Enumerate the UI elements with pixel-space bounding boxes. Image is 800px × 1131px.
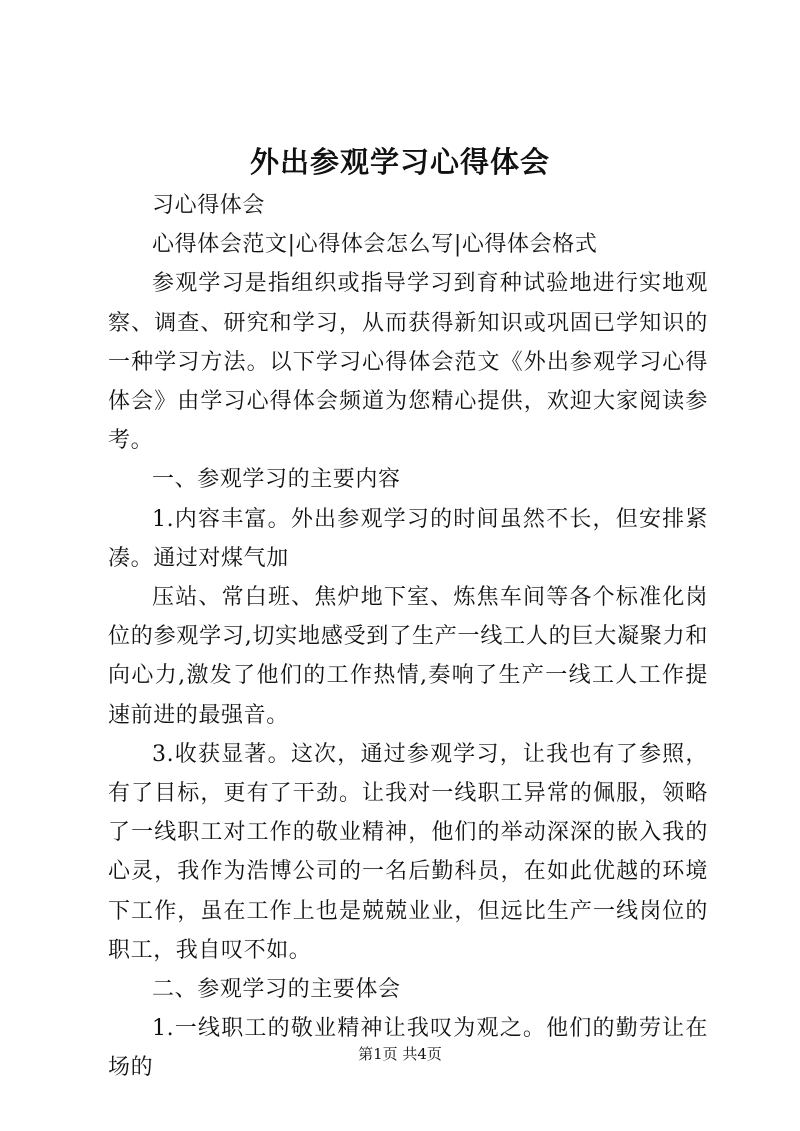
paragraph-subtitle: 习心得体会 [152,193,266,218]
paragraph-content-rich: 1.内容丰富。外出参观学习的时间虽然不长，但安排紧凑。通过对煤气加 [108,506,708,571]
page-number: 第1页 共4页 [358,1045,442,1063]
page-footer [0,1044,800,1064]
paragraph-stations: 压站、常白班、焦炉地下室、炼焦车间等各个标准化岗位的参观学习,切实地感受到了生产一线工人的巨大凝聚力和向心力,激发了他们的工作热情,奏响了生产一线工人工作提速前进的最强音。 [108,585,708,728]
paragraph-dedication: 1.一线职工的敬业精神让我叹为观之。他们的勤劳让在场的 [108,1016,708,1081]
section-heading-experience: 二、参观学习的主要体会 [152,977,401,1003]
document-title: 外出参观学习心得体会 [249,145,550,179]
section-heading-content: 一、参观学习的主要内容 [152,467,401,493]
paragraph-intro: 参观学习是指组织或指导学习到育种试验地进行实地观察、调查、研究和学习，从而获得新知识或巩固已学知识的一种学习方法。以下学习心得体会范文《外出参观学习心得体会》由学习心得体会频道为您精心提供，欢迎大家阅读参考。 [108,271,708,454]
paragraph-harvest: 3.收获显著。这次，通过参观学习，让我也有了参照，有了目标，更有了干劲。让我对一线职工异常的佩服，领略了一线职工对工作的敬业精神，他们的举动深深的嵌入我的心灵，我作为浩博公司的一名后勤科员，在如此优越的环境下工作，虽在工作上也是兢兢业业，但远比生产一线岗位的职工，我自叹不如。 [108,741,708,963]
paragraph-categories: 心得体会范文|心得体会怎么写|心得体会格式 [152,232,598,258]
document-body [108,186,708,1088]
